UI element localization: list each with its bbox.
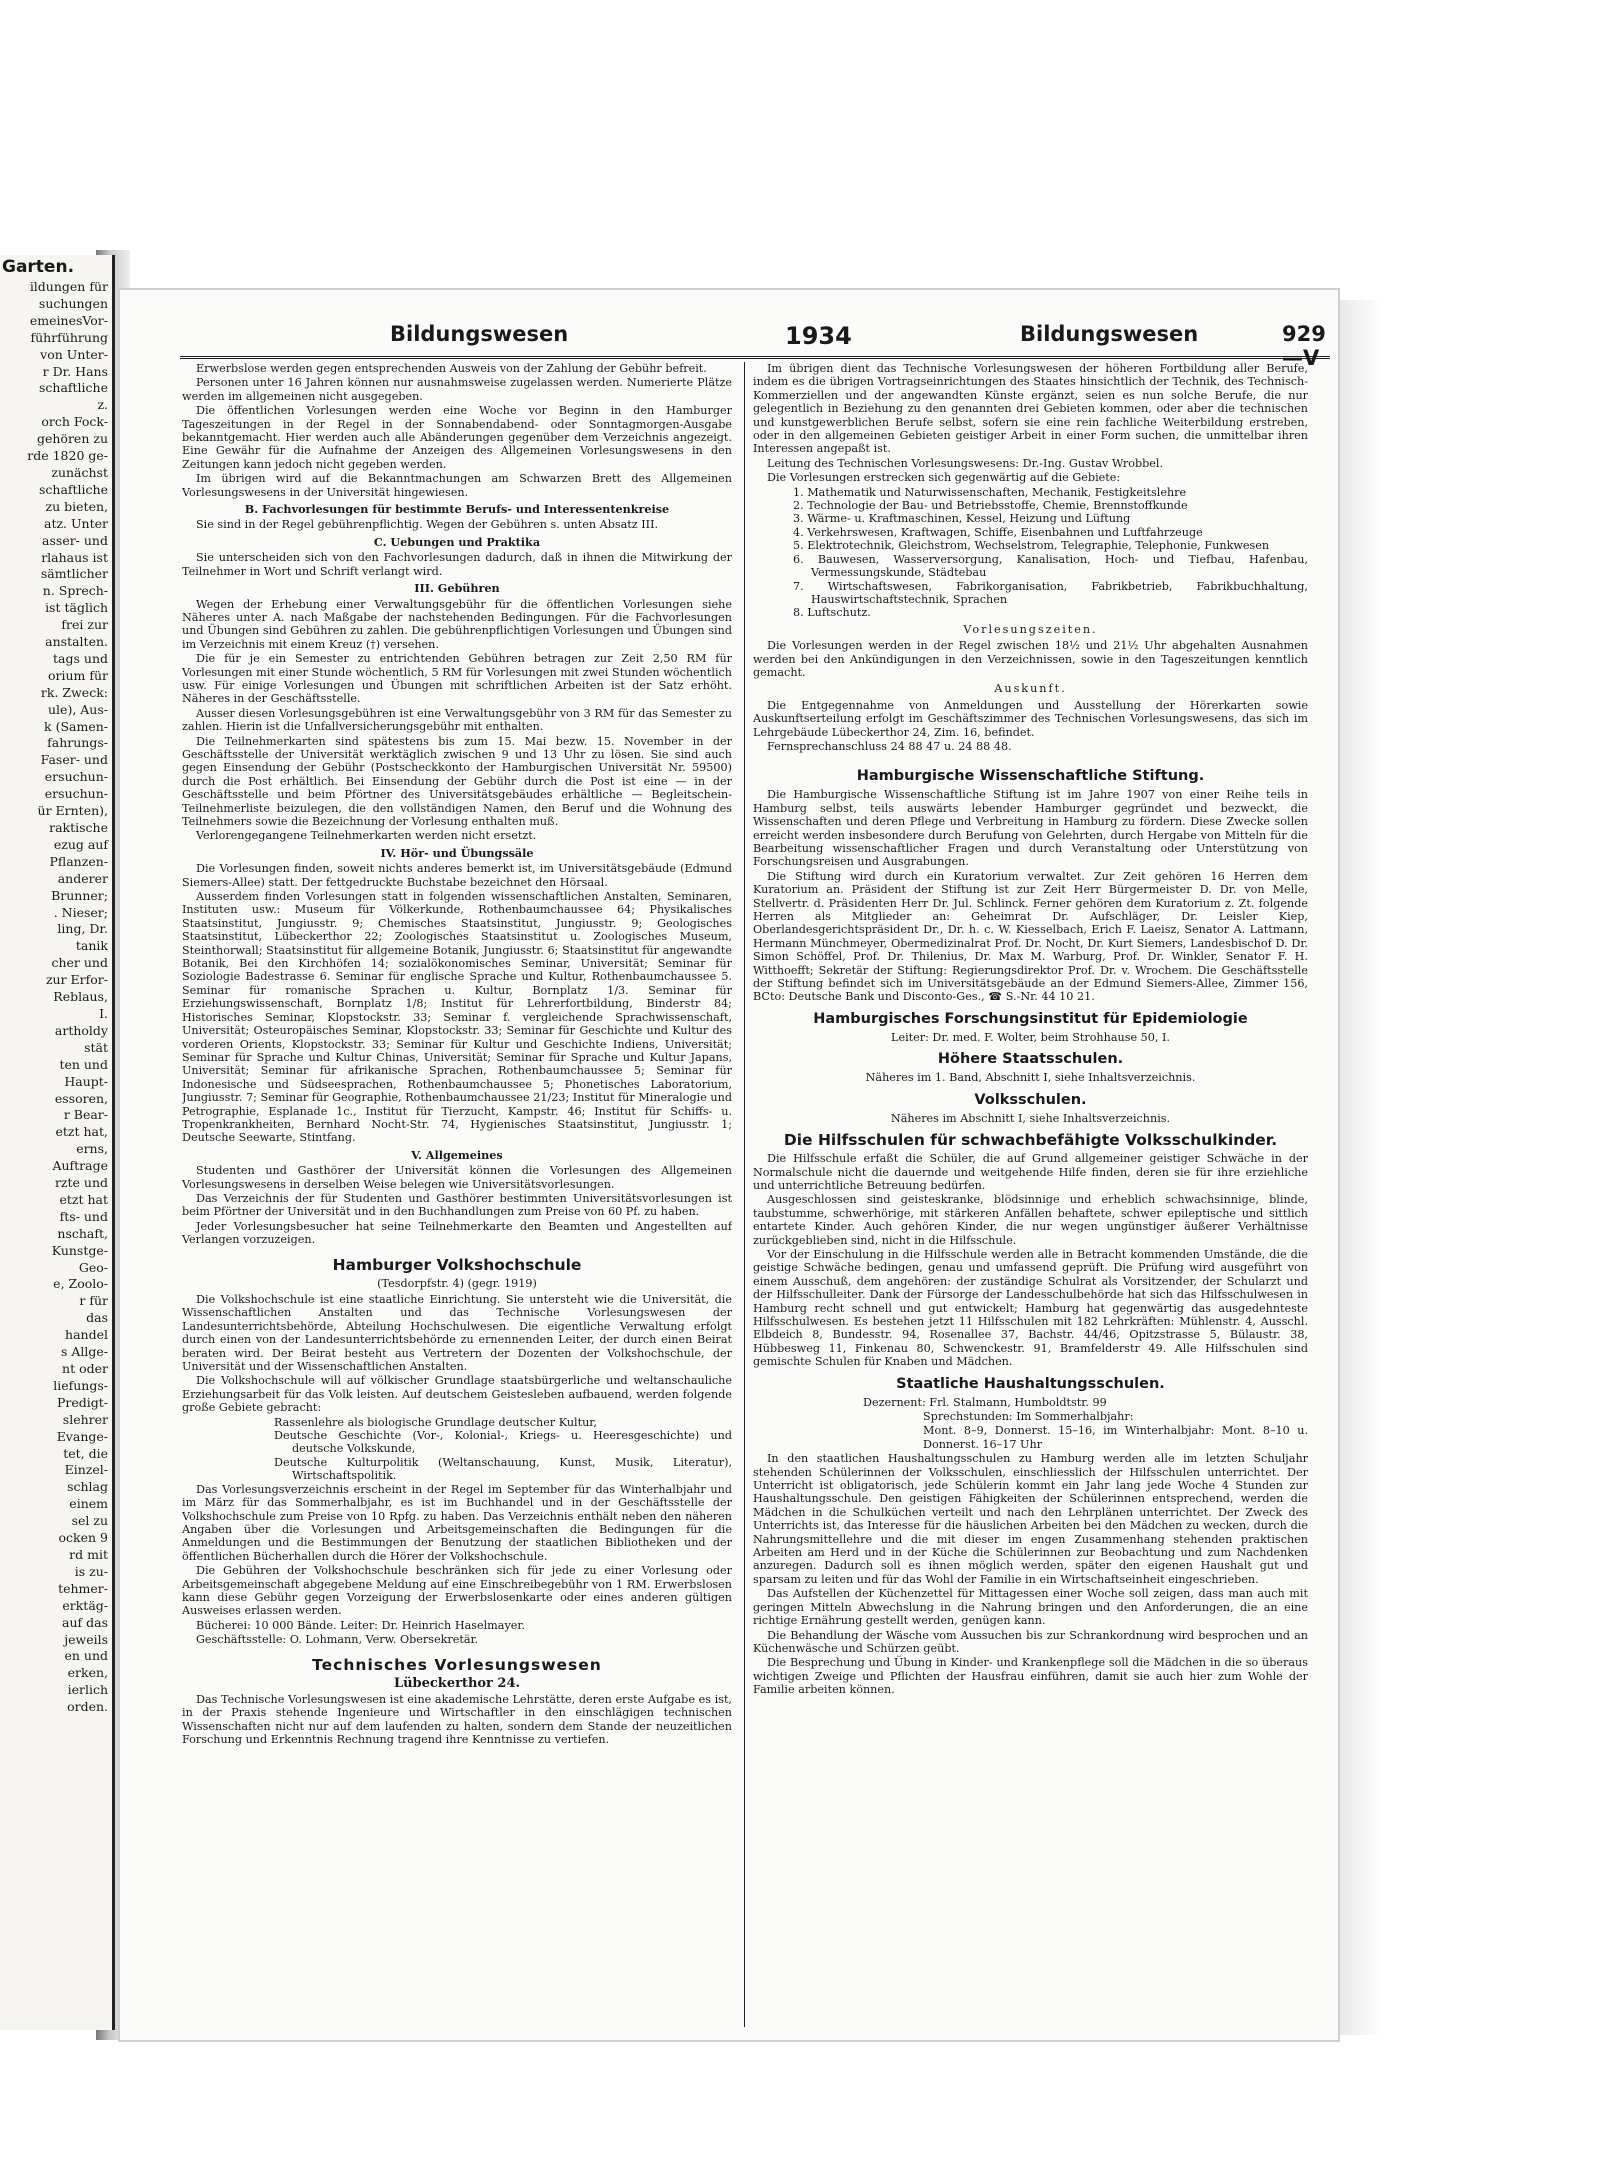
section-heading: B. Fachvorlesungen für bestimmte Berufs- und Interessentenkreise	[244, 502, 670, 517]
header-year: 1934	[785, 322, 852, 350]
facing-page-text-fragment: anstalten.	[45, 634, 108, 650]
facing-page-text-fragment: Evange-	[56, 1428, 108, 1444]
paragraph: Die Vorlesungen werden in der Regel zwischen 18½ und 21½ Uhr abgehalten Ausnahmen werden bei den Ankündigungen in den Verzeichnissen, sowie in den Tageszeitungen kenntlich gemacht.	[753, 639, 1308, 679]
facing-page-text-fragment: e, Zoolo-	[53, 1276, 108, 1292]
facing-page-text-fragment: tehmer-	[58, 1580, 108, 1596]
facing-page-text-fragment: tet, die	[63, 1445, 108, 1461]
facing-page-text-fragment: artholdy	[54, 1022, 108, 1038]
facing-page-text-fragment: is zu-	[74, 1563, 108, 1579]
section-heading: C. Uebungen und Praktika	[373, 534, 541, 549]
facing-page-text-fragment: anderer	[57, 870, 108, 886]
paragraph: Die Volkshochschule will auf völkischer Grundlage staatsbürgerliche und weltanschauliche Erziehungsarbeit für das Volk leisten. Auf deutschem Geistesleben aufbauend, werden folgende große Gebiete gebracht:	[182, 1374, 732, 1415]
facing-page-text-fragment: orch Fock-	[41, 414, 108, 430]
paragraph: Die Stiftung wird durch ein Kuratorium verwaltet. Zur Zeit gehören 16 Herren dem Kuratorium an. Präsident der Stiftung ist zur Zeit Herr Bürgermeister D. Dr. von Melle, Stellvertr. d. Präsidenten Herr Dr. Jul. Schlinck. Ferner gehören dem Kuratorium z. Zt. folgende Herren als Mitglieder an: Geheimrat Dr. Aufschläger, Dr. Leisler Kiep, Oberlandesgerichtspräsident Dr., Dr. h. c. W. Kiesselbach, Erich F. Laeisz, Senator A. Lattmann, Hermann Münchmeyer, Obermedizinalrat Prof. Dr. Nocht, Dr. Kurt Siemers, Landesbischof D. Dr. Simon Schöffel, Prof. Dr. Thilenius, Dr. Max M. Warburg, Prof. Dr. Winkler, Senator F. H. Witthoefft; Sekretär der Stiftung: Regierungsdirektor Prof. Dr. v. Wrochem. Die Geschäftsstelle der Stiftung befindet sich im Universitätsgebäude an der Edmund Siemers-Allee, Zimmer 156, BCto: Deutsche Bank und Disconto-Ges., ☎ S.-Nr. 44 10 21.	[753, 869, 1308, 1004]
list-item: 4. Verkehrswesen, Kraftwagen, Schiffe, Eisenbahnen und Luftfahrzeuge	[793, 525, 1203, 539]
institution-subheading: Lübeckerthor 24.	[393, 1675, 521, 1691]
facing-page-text-fragment: rk. Zweck:	[40, 684, 108, 700]
facing-page-text-fragment: zu bieten,	[45, 498, 108, 514]
facing-page-text-fragment: erns,	[76, 1141, 108, 1157]
facing-page-text-fragment: r Dr. Hans	[42, 363, 108, 379]
paragraph: Vor der Einschulung in die Hilfsschule werden alle in Betracht kommenden Umstände, die die geistige Schwäche bedingen, genau und umfassend geprüft. Die Prüfung wird ausgeführt von einem Ausschuß, dem angehören: der zuständige Schulrat als Vorsitzender, der Schularzt und der Hilfsschulleiter. Dank der Fürsorge der Landesschulbehörde hat sich das Hilfsschulwesen in Hamburg recht schnell und gut entwickelt; Hamburg hat gegenwärtig das ausgedehnteste Hilfsschulwesen. Es bestehen jetzt 11 Hilfsschulen mit 182 Lehrkräften: Mühlenstr. 4, Ausschl. Elbdeich 8, Bundesstr. 94, Rosenallee 37, Bachstr. 44/46, Opitzstrasse 5, Bülaustr. 38, Hübbesweg 11, Finkenau 80, Schwenckestr. 91, Bramfelderstr 49. Alle Hilfsschulen sind gemischte Schulen für Knaben und Mädchen.	[753, 1247, 1308, 1369]
facing-page-text-fragment: z.	[97, 397, 108, 413]
facing-page-text-fragment: ür Ernten),	[37, 803, 108, 819]
facing-page-text-fragment: n. Sprech-	[42, 583, 108, 599]
facing-page-text-fragment: etzt hat	[59, 1191, 108, 1207]
facing-page-text-fragment: k (Samen-	[44, 718, 108, 734]
facing-page-text-fragment: schaftliche	[38, 380, 108, 396]
facing-page-text-fragment: Garten.	[2, 257, 75, 277]
right-column	[753, 362, 1308, 2032]
contact-line: Mont. 8–9, Donnerst. 15–16, im Winterhalbjahr: Mont. 8–10 u. Donnerst. 16–17 Uhr	[923, 1424, 1308, 1451]
facing-page-text-fragment: s Allge-	[60, 1344, 108, 1360]
institution-heading: Hamburger Volkshochschule	[332, 1255, 582, 1274]
facing-page-text-fragment: essoren,	[54, 1090, 108, 1106]
list-item: 3. Wärme- u. Kraftmaschinen, Kessel, Heizung und Lüftung	[793, 512, 1131, 526]
facing-page-text-fragment: zur Erfor-	[45, 972, 108, 988]
institution-heading: Staatliche Haushaltungsschulen.	[896, 1375, 1165, 1392]
institution-heading: Technisches Vorlesungswesen	[312, 1655, 602, 1674]
facing-page-text-fragment: auf das	[62, 1614, 108, 1630]
paragraph: Leitung des Technischen Vorlesungswesens: Dr.-Ing. Gustav Wrobbel.	[767, 456, 1164, 470]
facing-page-text-fragment: Geo-	[78, 1259, 108, 1275]
section-heading: III. Gebühren	[414, 581, 500, 596]
facing-page-text-fragment: ierlich	[67, 1682, 108, 1698]
facing-page-text-fragment: handel	[65, 1327, 108, 1343]
list-item: Deutsche Geschichte (Vor-, Kolonial-, Kriegs- u. Heeresgeschichte) und deutsche Volkskunde,	[274, 1429, 732, 1456]
paragraph: Sie sind in der Regel gebührenpflichtig. Wegen der Gebühren s. unten Absatz III.	[196, 518, 659, 532]
facing-page-text-fragment: ildungen für	[29, 279, 108, 294]
paragraph: Personen unter 16 Jahren können nur ausnahmsweise zugelassen werden. Numerierte Plätze werden im allgemeinen nicht ausgegeben.	[182, 376, 732, 403]
facing-page-text-fragment: emeinesVor-	[29, 312, 108, 328]
subsection-heading: Auskunft.	[994, 682, 1067, 696]
list-item: Deutsche Kulturpolitik (Weltanschauung, Kunst, Musik, Literatur), Wirtschaftspolitik.	[274, 1455, 732, 1483]
paragraph: Die Vorlesungen erstrecken sich gegenwärtig auf die Gebiete:	[767, 471, 1121, 485]
facing-page-text-fragment: von Unter-	[40, 346, 108, 362]
paragraph: Ausserdem finden Vorlesungen statt in folgenden wissenschaftlichen Anstalten, Seminaren, Instituten usw.: Museum für Völkerkunde, Rothenbaumchaussee 64; Physikalisches Staatsinstitut, Jungiusstr. 9; Chemisches Staatsinstitut, Jungiusstr. 9; Geologisches Staatsinstitut, Lübeckerthor 22; Zoologisches Staatsinstitut u. Zoologisches Museum, Steinthorwall; Staatsinstitut für allgemeine Botanik, Jungiusstr. 6; Staatsinstitut für angewandte Botanik, Bei den Kirchhöfen 14; sozialökonomisches Seminar, Universität; Seminar für Soziologie Badestrasse 6. Seminar für englische Sprache und Kultur, Rothenbaumchaussee 5. Seminar für romanische Sprachen u. Kultur, Bornplatz 1/3. Seminar für Erziehungswissenschaft, Bornplatz 1/8; Institut für Lehrerfortbildung, Binderstr 84; Historisches Seminar, Klopstockstr. 33; Seminar f. vergleichende Sprachwissenschaft, Universität; Osteuropäisches Seminar, Klopstockstr. 33; Seminar für Geschichte und Kultur des vorderen Orients, Klopstockstr. 33; Seminar für Kultur und Geschichte Indiens, Universität; Seminar für Sprache und Kultur Chinas, Universität; Seminar für Sprache und Kultur Japans, Universität; Seminar für afrikanische Sprachen, Rothenbaumchaussee 5; Seminar für Indonesische und Südseesprachen, Rothenbaumchaussee 5; Phonetisches Laboratorium, Jungiusstr. 7; Seminar für Geographie, Rothenbaumchaussee 21/23; Institut für Mineralogie und Petrographie, Esplanade 1c., Institut für Tierzucht, Kampstr. 46; Institut für Schiffs- u. Tropenkrankheiten, Bernhard Nocht-Str. 74, Hygienisches Staatsinstitut, Jungiusstr. 1; Deutsche Seewarte, Stintfang.	[182, 890, 732, 1145]
facing-page-text-fragment: orden.	[67, 1699, 108, 1715]
facing-page-text-fragment: erktäg-	[62, 1597, 108, 1613]
paragraph: Bücherei: 10 000 Bände. Leiter: Dr. Heinrich Haselmayer.	[196, 1618, 526, 1632]
paragraph: Verlorengegangene Teilnehmerkarten werden nicht ersetzt.	[196, 829, 537, 843]
facing-page-text-fragment: sel zu	[71, 1513, 108, 1529]
facing-page-text-fragment: tags und	[53, 650, 108, 666]
paragraph: Die Hamburgische Wissenschaftliche Stiftung ist im Jahre 1907 von einer Reihe teils in Hamburg selbst, teils auswärts lebender Hamburger gegründet und bezweckt, die Wissenschaften und deren Pflege und Verbreitung in Hamburg zu fördern. Diese Zwecke sollen erreicht werden insbesondere durch Berufung von Gelehrten, durch Hergabe von Mitteln für die Bearbeitung wissenschaftlicher Fragen und durch Veranstaltung oder Unterstützung von Forschungsreisen und Ausgrabungen.	[753, 788, 1308, 869]
facing-page-text-fragment: ocken 9	[58, 1530, 108, 1546]
facing-page-text-fragment: orium für	[47, 667, 108, 683]
paragraph: In den staatlichen Haushaltungsschulen zu Hamburg werden alle im letzten Schuljahr stehenden Schülerinnen der Volksschulen, einschliesslich der Hilfsschulen unterrichtet. Der Unterricht ist obligatorisch, jede Schülerin kommt ein Jahr lang jede Woche 4 Stunden zur Haushaltungsschule. Den geistigen Fähigkeiten der Schülerinnen entsprechend, werden die Mädchen in die Schulküchen verteilt und nach den Lehrplänen unterrichtet. Der Zweck des Unterrichts ist, das Interesse für die häuslichen Arbeiten bei den Mädchen zu wecken, durch die Nahrungsmittellehre und die mit dieser im engen Zusammenhang stehenden praktischen Arbeiten am Herd und in der Küche die Schülerinnen zur Beobachtung und zum Nachdenken anzuregen. Dadurch soll es ihnen möglich werden, später den eigenen Haushalt gut und sparsam zu leiten und für das Wohl der Familie in ein Wirtschaftseinheit eingeschrieben.	[753, 1452, 1308, 1586]
institution-subheading: Näheres im 1. Band, Abschnitt I, siehe Inhaltsverzeichnis.	[865, 1071, 1196, 1085]
paragraph: Die Gebühren der Volkshochschule beschränken sich für jede zu einer Vorlesung oder Arbeitsgemeinschaft abgegebene Meldung auf eine Einschreibegebühr von 1 RM. Erwerbslosen kann diese Gebühr gegen Vorzeigung der Erwerbslosenkarte oder eines anderen gültigen Ausweises erlassen werden.	[182, 1564, 732, 1618]
list-item: 8. Luftschutz.	[793, 606, 871, 620]
facing-page-text-fragment: rde 1820 ge-	[27, 448, 108, 464]
contact-line: Sprechstunden: Im Sommerhalbjahr:	[923, 1410, 1134, 1423]
facing-page-text-fragment: etzt hat,	[55, 1124, 108, 1140]
facing-page-text-fragment: rlahaus ist	[41, 549, 108, 565]
institution-subheading: Leiter: Dr. med. F. Wolter, beim Strohhause 50, I.	[891, 1030, 1170, 1044]
facing-page-text-fragment: cher und	[51, 955, 108, 971]
facing-page-text-fragment: schlag	[67, 1479, 108, 1495]
paragraph: Das Verzeichnis der für Studenten und Gasthörer bestimmten Universitätsvorlesungen ist beim Pförtner der Universität und in den Buchhandlungen zum Preise von 60 Pf. zu haben.	[182, 1191, 732, 1219]
paragraph: Wegen der Erhebung einer Verwaltungsgebühr für die öffentlichen Vorlesungen siehe Näheres unter A. nach Maßgabe der nachstehenden Bedingungen. Für die Fachvorlesungen und Übungen sind Gebühren zu zahlen. Die gebührenpflichtigen Vorlesungen und Übungen sind im Verzeichnis mit einem Kreuz (†) versehen.	[182, 597, 732, 651]
paragraph: Das Technische Vorlesungswesen ist eine akademische Lehrstätte, deren erste Aufgabe es ist, in der Praxis stehende Ingenieure und Wirtschaftler in den einschlägigen technischen Wissenschaften nicht nur auf dem laufenden zu halten, sondern dem Stande der neuzeitlichen Forschung und Erkenntnis Rechnung tragend ihre Kenntnisse zu vertiefen.	[182, 1692, 732, 1747]
subsection-heading: Vorlesungszeiten.	[963, 622, 1098, 636]
paragraph: Die Volkshochschule ist eine staatliche Einrichtung. Sie untersteht wie die Universität, die Wissenschaftlichen Anstalten und das Technische Vorlesungswesen der Landesunterrichtsbehörde, Abteilung Hochschulwesen. Die eigentliche Verwaltung erfolgt durch einen von der Landesunterrichtsbehörde zu ernennenden Leiter, der durch einen Beirat beraten wird. Der Beirat besteht aus Vertretern der Dozenten der Volkshochschule, der Universität und der Wissenschaftlichen Anstalten.	[182, 1293, 732, 1374]
facing-page-text-fragment: Haupt-	[64, 1073, 108, 1089]
institution-heading: Hamburgische Wissenschaftliche Stiftung.	[856, 768, 1205, 785]
paragraph: Im übrigen wird auf die Bekanntmachungen am Schwarzen Brett des Allgemeinen Vorlesungswesens in der Universität hingewiesen.	[182, 472, 732, 499]
paragraph: Die Teilnehmerkarten sind spätestens bis zum 15. Mai bezw. 15. November in der Geschäftsstelle der Universität werktäglich zwischen 9 und 13 Uhr zu lösen. Sie sind auch gegen Einsendung der Gebühr (Postscheckkonto der Hamburgischen Universität Nr. 59500) durch die Post erhältlich. Bei Einsendung der Gebühr durch die Post ist eine — in der Geschäftsstelle und beim Pförtner des Universitätsgebäudes erhältliche — Begleitschein-Teilnehmerliste beizulegen, die den vollständigen Namen, den Beruf und die Wohnung des Teilnehmers sowie die Bezeichnung der Vorlesung enthalten muß.	[182, 734, 732, 828]
page-number: 929—V	[1282, 322, 1326, 370]
facing-page-text-fragment: ule), Aus-	[48, 701, 108, 717]
section-heading: IV. Hör- und Übungssäle	[380, 845, 534, 860]
facing-page-text-fragment: Pflanzen-	[49, 853, 108, 869]
page-stack-edge	[1338, 300, 1382, 2035]
facing-page-text-fragment: asser- und	[42, 532, 108, 548]
facing-page-text-fragment: nschaft,	[57, 1225, 108, 1241]
institution-subheading: (Tesdorpfstr. 4) (gegr. 1919)	[377, 1276, 537, 1290]
facing-page-text-fragment: Predigt-	[56, 1394, 108, 1410]
paragraph: Fernsprechanschluss 24 88 47 u. 24 88 48.	[767, 739, 1012, 753]
institution-subheading: Näheres im Abschnitt I, siehe Inhaltsverzeichnis.	[890, 1111, 1171, 1125]
facing-page-text-fragment: sämtlicher	[40, 566, 108, 582]
facing-page-text-fragment: führführung	[30, 329, 108, 345]
paragraph: Erwerbslose werden gegen entsprechenden Ausweis von der Zahlung der Gebühr befreit.	[196, 362, 707, 375]
facing-page-text-fragment: ist täglich	[45, 600, 108, 616]
list-item: 5. Elektrotechnik, Gleichstrom, Wechselstrom, Telegraphie, Telephonie, Funkwesen	[793, 539, 1270, 553]
facing-page-text-fragment: rd mit	[69, 1546, 108, 1562]
paragraph: Das Aufstellen der Küchenzettel für Mittagessen einer Woche soll zeigen, dass man auch mit geringen Mitteln Abwechslung in die Nahrung bringen und den Anforderungen, die an eine richtige Ernährung gestellt werden, genügen kann.	[753, 1587, 1308, 1628]
facing-page-text-fragment: Reblaus,	[53, 989, 108, 1005]
institution-heading: Höhere Staatsschulen.	[937, 1051, 1124, 1068]
facing-page-text-fragment: atz. Unter	[44, 515, 108, 531]
paragraph: Die für je ein Semester zu entrichtenden Gebühren betragen zur Zeit 2,50 RM für Vorlesungen mit einer Stunde wöchentlich, 5 RM für Vorlesungen mit zwei Stunden wöchentlich usw. Für einige Vorlesungen und Übungen mit schriftlichen Arbeiten ist der Satz erhöht. Näheres in der Geschäftsstelle.	[182, 652, 732, 706]
facing-page-text-fragment: gehören zu	[36, 431, 108, 447]
paragraph: Die Vorlesungen finden, soweit nichts anderes bemerkt ist, im Universitätsgebäude (Edmund Siemers-Allee) statt. Der fettgedruckte Buchstabe bezeichnet den Hörsaal.	[182, 862, 732, 889]
facing-page-text-fragment: Kunstge-	[51, 1242, 108, 1258]
institution-heading: Hamburgisches Forschungsinstitut für Epidemiologie	[813, 1010, 1248, 1027]
facing-page-edge	[0, 255, 115, 2030]
institution-heading: Die Hilfsschulen für schwachbefähigte Volksschulkinder.	[783, 1131, 1278, 1150]
facing-page-text-fragment: ezug auf	[53, 836, 108, 852]
facing-page-text-fragment: ersuchun-	[44, 769, 108, 785]
facing-page-text-fragment: r Bear-	[63, 1107, 108, 1123]
paragraph: Jeder Vorlesungsbesucher hat seine Teilnehmerkarte den Beamten und Angestellten auf Verlangen vorzuzeigen.	[182, 1219, 732, 1247]
facing-page-text-fragment: schaftliche	[38, 481, 108, 497]
facing-page-text-fragment: Auftrage	[52, 1158, 108, 1174]
facing-page-text-fragment: r für	[79, 1293, 108, 1309]
list-item: Rassenlehre als biologische Grundlage deutscher Kultur,	[274, 1415, 597, 1429]
facing-page-text-fragment: frei zur	[61, 617, 108, 633]
facing-page-text-fragment: Einzel-	[64, 1462, 108, 1478]
list-item: 1. Mathematik und Naturwissenschaften, Mechanik, Festigkeitslehre	[793, 485, 1187, 499]
facing-page-text-fragment: erken,	[67, 1665, 108, 1681]
facing-page-text-fragment: tanik	[75, 938, 108, 954]
institution-heading: Volksschulen.	[974, 1091, 1087, 1108]
paragraph: Ausgeschlossen sind geisteskranke, blödsinnige und erheblich schwachsinnige, blinde, taubstumme, schwerhörige, mit stärkeren Anfällen behaftete, schwer epileptische und sittlich entartete Kinder. Auch gehören Kinder, die nur wegen ungünstiger äußerer Verhältnisse zurückgeblieben sind, nicht in die Hilfsschule.	[753, 1193, 1308, 1247]
facing-page-text-fragment: das	[86, 1310, 108, 1326]
paragraph: Im übrigen dient das Technische Vorlesungswesen der höheren Fortbildung aller Berufe, indem es die übrigen Vortragseinrichtungen des Staates hinsichtlich der Technik, des Technisch-Kommerziellen und der angewandten Künste ergänzt, seien es nun solche Berufe, die nur gelegentlich in Beziehung zu den genannten drei Gebieten kommen, oder aber die technischen und kunstgewerblichen Berufe selbst, sofern sie eine rein fachliche Weiterbildung erstreben, oder in den allgemeinen Gebieten geistiger Arbeit in einer Form suchen, die unmittelbar ihren Interessen angepaßt ist.	[753, 362, 1308, 456]
paragraph: Ausser diesen Vorlesungsgebühren ist eine Verwaltungsgebühr von 3 RM für das Semester zu zahlen. Hierin ist die Unfallversicherungsgebühr mit enthalten.	[182, 706, 732, 734]
facing-page-text-fragment: zunächst	[51, 464, 108, 480]
paragraph: Die Behandlung der Wäsche vom Aussuchen bis zur Schrankordnung wird besprochen und an Küchenwäsche und Schürzen geübt.	[753, 1628, 1308, 1655]
document-page	[120, 290, 1338, 2040]
facing-page-text-fragment: ling, Dr.	[57, 921, 108, 937]
paragraph: Die Entgegennahme von Anmeldungen und Ausstellung der Hörerkarten sowie Auskunftserteilung erfolgt im Geschäftszimmer des Technischen Vorlesungswesens, das sich im Lehrgebäude Lübeckerthor 24, Zim. 16, befindet.	[753, 698, 1308, 739]
facing-page-text-fragment: fahrungs-	[47, 735, 108, 751]
header-left-title: Bildungswesen	[390, 322, 569, 346]
paragraph: Die öffentlichen Vorlesungen werden eine Woche vor Beginn in den Hamburger Tageszeitungen in der Regel in der Sonnabendabend- oder Sonntagmorgen-Ausgabe bekanntgemacht. Hier werden auch alle Abänderungen gegenüber dem Verzeichnis angezeigt. Eine Gewähr für die Aufnahme der Anzeigen des Allgemeinen Vorlesungswesens in den Zeitungen kann jedoch nicht gegeben werden.	[182, 404, 732, 471]
facing-page-text-fragment: ten und	[59, 1056, 108, 1072]
facing-page-text-fragment: fts- und	[59, 1208, 108, 1224]
list-item: 2. Technologie der Bau- und Betriebsstoffe, Chemie, Brennstoffkunde	[793, 499, 1188, 513]
paragraph: Studenten und Gasthörer der Universität können die Vorlesungen des Allgemeinen Vorlesungswesens in derselben Weise belegen wie Universitätsvorlesungen.	[182, 1164, 732, 1191]
paragraph: Das Vorlesungsverzeichnis erscheint in der Regel im September für das Winterhalbjahr und im März für das Sommerhalbjahr, es ist im Buchhandel und in der Geschäftsstelle der Volkshochschule zum Preise von 10 Rpfg. zu haben. Das Verzeichnis enthält neben den näheren Angaben über die Vorlesungen und Arbeitsgemeinschaften die Bedingungen für die Anmeldungen und die Bestimmungen der Benutzung der staatlichen Bibliotheken und der öffentlichen Bücherhallen durch die Hörer der Volkshochschule.	[182, 1482, 732, 1563]
facing-page-text-fragment: raktische	[49, 820, 108, 835]
facing-page-text-fragment: liefungs-	[53, 1377, 108, 1393]
left-column	[182, 362, 732, 2032]
facing-page-text-fragment: stät	[84, 1039, 108, 1055]
facing-page-text-fragment: . Nieser;	[53, 904, 108, 920]
facing-page-text-fragment: en und	[64, 1648, 108, 1664]
facing-page-text-fragment: slehrer	[62, 1411, 108, 1427]
paragraph: Die Hilfsschule erfaßt die Schüler, die auf Grund allgemeiner geistiger Schwäche in der Normalschule nicht die dauernde und weitgehende Hilfe finden, deren sie für ihre erziehliche und unterrichtliche Betreuung bedürfen.	[753, 1152, 1308, 1192]
facing-page-text-fragment: ersuchun-	[44, 786, 108, 802]
facing-page-text-fragment: Brunner;	[51, 887, 108, 903]
facing-page-text-fragment: jeweils	[64, 1631, 108, 1647]
facing-page-text-fragment: suchungen	[38, 295, 108, 311]
paragraph: Die Besprechung und Übung in Kinder- und Krankenpflege soll die Mädchen in die so überaus wichtigen Zweige und Pflichten der Hausfrau einführen, damit sie auch hier zum Wohle der Familie arbeiten können.	[753, 1656, 1308, 1697]
paragraph: Sie unterscheiden sich von den Fachvorlesungen dadurch, daß in ihnen die Mitwirkung der Teilnehmer in Wort und Schrift verlangt wird.	[182, 551, 732, 578]
facing-page-text-fragment: einem	[69, 1496, 108, 1512]
header-right-title: Bildungswesen	[1020, 322, 1199, 346]
facing-page-text-fragment: I.	[99, 1005, 108, 1021]
list-item: 6. Bauwesen, Wasserversorgung, Kanalisation, Hoch- und Tiefbau, Hafenbau, Vermessungskunde, Städtebau	[793, 552, 1308, 580]
facing-page-text-fragment: rzte und	[54, 1175, 108, 1191]
facing-page-text-fragment: Faser- und	[40, 752, 108, 768]
section-heading: V. Allgemeines	[411, 1147, 503, 1162]
list-item: 7. Wirtschaftswesen, Fabrikorganisation, Fabrikbetrieb, Fabrikbuchhaltung, Hauswirtschaftstechnik, Sprachen	[793, 579, 1308, 606]
column-divider	[744, 362, 745, 2027]
paragraph: Geschäftsstelle: O. Lohmann, Verw. Obersekretär.	[196, 1633, 479, 1647]
facing-page-text-fragment: nt oder	[62, 1361, 108, 1376]
contact-line: Dezernent: Frl. Stalmann, Humboldtstr. 99	[863, 1395, 1107, 1409]
